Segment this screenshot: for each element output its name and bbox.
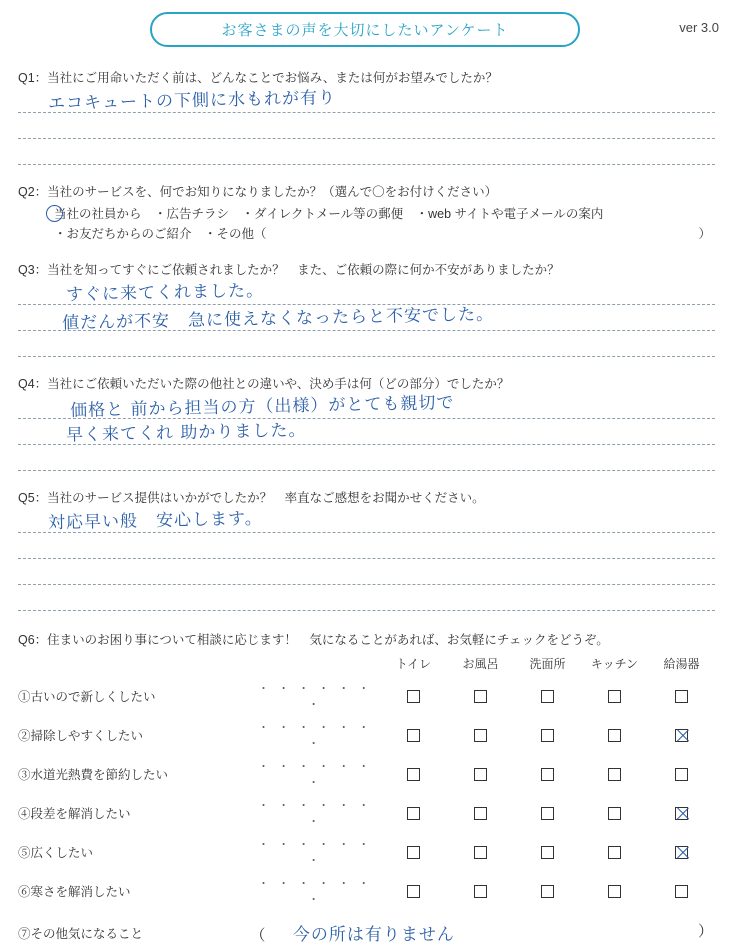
cell-1-2[interactable] <box>447 676 514 715</box>
checkbox[interactable] <box>608 768 621 781</box>
q4-rule-3 <box>18 470 715 471</box>
checkbox[interactable] <box>407 768 420 781</box>
checkbox[interactable] <box>407 729 420 742</box>
q4-label: Q4：当社にご依頼いただいた際の他社との違いや、決め手は何（どの部分）でしたか？ <box>18 377 510 391</box>
checkbox[interactable] <box>608 690 621 703</box>
cell-2-3[interactable] <box>514 715 581 754</box>
q5-answer-line-1[interactable] <box>18 510 715 536</box>
q1-label: Q1：当社にご用命いただく前は、どんなことでお悩み、または何がお望みでしたか？ <box>18 71 498 85</box>
checkbox[interactable] <box>541 846 554 859</box>
q3-label: Q3：当社を知ってすぐにご依頼されましたか？ また、ご依頼の際に何か不安がありましたか？ <box>18 263 560 277</box>
question-q5 <box>0 488 733 614</box>
q2-choices <box>18 204 715 244</box>
checkbox[interactable] <box>474 690 487 703</box>
checkbox[interactable] <box>541 885 554 898</box>
table-row <box>18 871 715 910</box>
checkbox-checked[interactable] <box>675 807 688 820</box>
row-dots-3: ・ ・ ・ ・ ・ ・ ・ <box>258 760 373 789</box>
checkbox[interactable] <box>675 690 688 703</box>
version-label: ver 3.0 <box>679 20 719 35</box>
header-dots-blank <box>250 654 380 676</box>
q7-handwriting: 今の所は有りません <box>292 925 455 945</box>
q4-rule-2 <box>18 444 715 445</box>
checkbox-checked[interactable] <box>675 846 688 859</box>
question-q6 <box>0 630 733 648</box>
cell-5-3[interactable] <box>514 832 581 871</box>
cell-4-2[interactable] <box>447 793 514 832</box>
q3-rule-2 <box>18 330 715 331</box>
cell-6-2[interactable] <box>447 871 514 910</box>
cell-4-4[interactable] <box>581 793 648 832</box>
cell-1-3[interactable] <box>514 676 581 715</box>
q6-table-wrap <box>0 654 733 949</box>
q6-label: Q6：住まいのお困り事について相談に応じます！ 気になることがあれば、お気軽にチェックをどうぞ。 <box>18 633 609 647</box>
column-header-bath: お風呂 <box>462 657 499 671</box>
q2-choices-line2: ・お友だちからのご紹介 ・その他（ <box>54 227 267 241</box>
q4-answer-line-1[interactable] <box>18 392 715 422</box>
q4-answer-line-2[interactable] <box>18 422 715 448</box>
survey-title-box <box>150 12 580 47</box>
row-dots-4: ・ ・ ・ ・ ・ ・ ・ <box>258 799 373 828</box>
q3-rule-3 <box>18 356 715 357</box>
q5-answer-line-4[interactable] <box>18 588 715 614</box>
q5-rule-2 <box>18 558 715 559</box>
cell-6-5[interactable] <box>648 871 715 910</box>
table-row <box>18 676 715 715</box>
cell-6-3[interactable] <box>514 871 581 910</box>
table-row <box>18 754 715 793</box>
table-row <box>18 715 715 754</box>
q1-rule-3 <box>18 164 715 165</box>
row-label-1: ①古いので新しくしたい <box>18 689 156 704</box>
cell-6-4[interactable] <box>581 871 648 910</box>
row-label-7: ⑦その他気になること <box>18 926 144 941</box>
checkbox[interactable] <box>474 885 487 898</box>
question-q3 <box>0 260 733 360</box>
q5-handwriting-1: 対応早い般 安心します。 <box>47 508 263 534</box>
row-dots-5: ・ ・ ・ ・ ・ ・ ・ <box>258 838 373 867</box>
q1-answer-line-2[interactable] <box>18 116 715 142</box>
cell-4-1[interactable] <box>380 793 447 832</box>
row-dots-6: ・ ・ ・ ・ ・ ・ ・ <box>258 877 373 906</box>
row-dots-1: ・ ・ ・ ・ ・ ・ ・ <box>258 682 373 711</box>
cell-2-2[interactable] <box>447 715 514 754</box>
checkbox-checked[interactable] <box>675 729 688 742</box>
checkbox[interactable] <box>541 729 554 742</box>
checkbox[interactable] <box>407 885 420 898</box>
page-header <box>0 0 733 58</box>
q2-choice-row-2[interactable] <box>18 224 715 244</box>
checkbox[interactable] <box>407 807 420 820</box>
row-label-3: ③水道光熱費を節約したい <box>18 767 169 782</box>
q4-handwriting-1: 価格と 前から担当の方（出様）がとても親切で <box>69 392 455 422</box>
q5-rule-3 <box>18 584 715 585</box>
cell-4-5[interactable] <box>648 793 715 832</box>
cell-2-1[interactable] <box>380 715 447 754</box>
table-row <box>18 793 715 832</box>
column-header-toilet: トイレ <box>395 657 432 671</box>
table-row <box>18 832 715 871</box>
checkbox[interactable] <box>608 729 621 742</box>
column-header-waterheater: 給湯器 <box>663 657 700 671</box>
cell-2-4[interactable] <box>581 715 648 754</box>
checkbox[interactable] <box>608 885 621 898</box>
cell-2-5[interactable] <box>648 715 715 754</box>
open-paren: （ <box>250 927 266 944</box>
checkbox[interactable] <box>541 690 554 703</box>
cell-3-4[interactable] <box>581 754 648 793</box>
table-row-other <box>18 910 715 949</box>
q1-rule-1 <box>18 112 715 113</box>
row-label-5: ⑤広くしたい <box>18 845 94 860</box>
cell-3-3[interactable] <box>514 754 581 793</box>
q1-answer-line-1[interactable] <box>18 87 715 116</box>
column-header-washroom: 洗面所 <box>529 657 566 671</box>
page-title: お客さまの声を大切にしたいアンケート <box>221 22 509 39</box>
question-q4 <box>0 374 733 474</box>
cell-5-4[interactable] <box>581 832 648 871</box>
q1-handwriting-1: エコキュートの下側に水もれが有り <box>47 87 337 115</box>
checkbox[interactable] <box>474 729 487 742</box>
other-free-text-cell[interactable] <box>250 910 715 949</box>
q3-answer-line-3[interactable] <box>18 334 715 360</box>
header-blank <box>18 654 250 676</box>
q2-label: Q2：当社のサービスを、何でお知りになりましたか？（選んで〇をお付けください） <box>18 185 498 199</box>
cell-3-2[interactable] <box>447 754 514 793</box>
table-header-row <box>18 654 715 676</box>
cell-1-1[interactable] <box>380 676 447 715</box>
cell-5-1[interactable] <box>380 832 447 871</box>
checkbox[interactable] <box>474 807 487 820</box>
q3-handwriting-1: すぐに来てくれました。 <box>65 280 265 306</box>
row-label-2: ②掃除しやすくしたい <box>18 728 144 743</box>
checkbox[interactable] <box>608 846 621 859</box>
q5-rule-4 <box>18 610 715 611</box>
q2-choices-close-paren: ） <box>698 227 711 241</box>
row-label-4: ④段差を解消したい <box>18 806 131 821</box>
question-q2 <box>0 182 733 244</box>
q4-handwriting-2: 早く来てくれ 助かりました。 <box>65 420 307 446</box>
column-header-kitchen: キッチン <box>590 657 639 671</box>
checkbox[interactable] <box>474 768 487 781</box>
cell-1-4[interactable] <box>581 676 648 715</box>
q1-answer-line-3[interactable] <box>18 142 715 168</box>
q5-rule-1 <box>18 532 715 533</box>
q2-choice-row-1[interactable] <box>18 204 715 224</box>
question-q1 <box>0 68 733 168</box>
checkbox[interactable] <box>541 768 554 781</box>
q3-handwriting-2: 値だんが不安 急に使えなくなったらと不安でした。 <box>61 304 495 334</box>
cell-3-1[interactable] <box>380 754 447 793</box>
checkbox[interactable] <box>474 846 487 859</box>
q5-answer-line-3[interactable] <box>18 562 715 588</box>
checkbox[interactable] <box>608 807 621 820</box>
checkbox[interactable] <box>541 807 554 820</box>
cell-3-5[interactable] <box>648 754 715 793</box>
row-label-6: ⑥寒さを解消したい <box>18 884 131 899</box>
checkbox[interactable] <box>675 768 688 781</box>
cell-5-2[interactable] <box>447 832 514 871</box>
close-paren: ） <box>697 923 713 940</box>
q1-rule-2 <box>18 138 715 139</box>
cell-1-5[interactable] <box>648 676 715 715</box>
q5-label: Q5：当社のサービス提供はいかがでしたか？ 率直なご感想をお聞かせください。 <box>18 491 485 505</box>
checkbox[interactable] <box>407 690 420 703</box>
row-dots-2: ・ ・ ・ ・ ・ ・ ・ <box>258 721 373 750</box>
checkbox[interactable] <box>675 885 688 898</box>
q5-answer-line-2[interactable] <box>18 536 715 562</box>
cell-4-3[interactable] <box>514 793 581 832</box>
cell-6-1[interactable] <box>380 871 447 910</box>
q3-answer-line-2[interactable] <box>18 304 715 334</box>
q6-checklist-table <box>18 654 715 949</box>
cell-5-5[interactable] <box>648 832 715 871</box>
q2-choices-line1: 当社の社員から ・広告チラシ ・ダイレクトメール等の郵便 ・web サイトや電子メールの案内 <box>54 207 604 221</box>
q2-circle-mark <box>46 205 63 222</box>
checkbox[interactable] <box>407 846 420 859</box>
q4-answer-line-3[interactable] <box>18 448 715 474</box>
